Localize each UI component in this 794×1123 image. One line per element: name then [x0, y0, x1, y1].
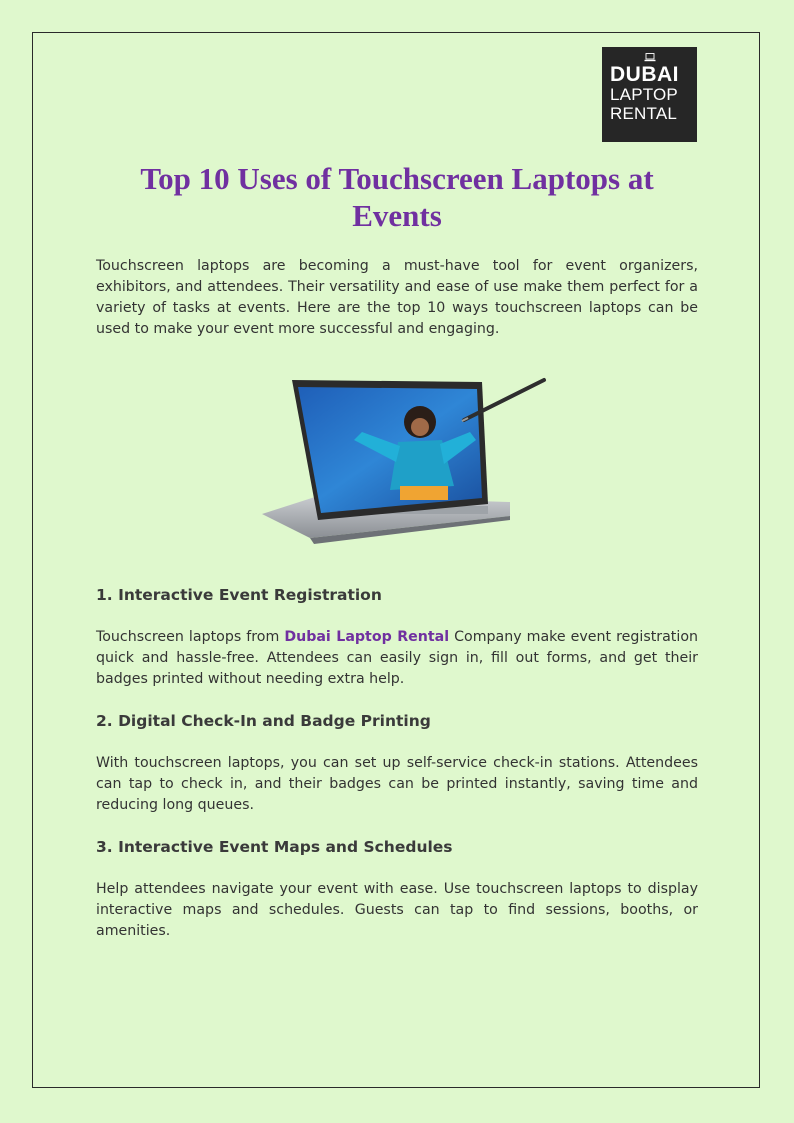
touchscreen-laptop-image [258, 374, 550, 546]
section-1-body: Touchscreen laptops from Dubai Laptop Rental Company make event registration quick and hassle-free. Attendees can easily sign in, fill out forms, and get their badges printed without needing extra help. [96, 629, 698, 687]
section-2-body: With touchscreen laptops, you can set up self-service check-in stations. Attendees can tap to check in, and their badges can be printed instantly, saving time and reducing long queues. [96, 755, 698, 813]
laptop-icon [644, 53, 656, 62]
company-logo [602, 47, 697, 142]
logo-line-dubai: DUBAI [610, 63, 679, 86]
dubai-laptop-rental-link[interactable]: Dubai Laptop Rental [284, 629, 450, 645]
section-1-heading: 1. Interactive Event Registration [96, 586, 382, 604]
section-3-body: Help attendees navigate your event with ease. Use touchscreen laptops to display interactive maps and schedules. Guests can tap to find sessions, booths, or amenities. [96, 881, 698, 939]
logo-line-laptop: LAPTOP [610, 85, 678, 104]
section-2-heading: 2. Digital Check-In and Badge Printing [96, 712, 431, 730]
page-title: Top 10 Uses of Touchscreen Laptops at Events [140, 161, 654, 233]
logo-line-rental: RENTAL [610, 104, 678, 123]
intro-paragraph: Touchscreen laptops are becoming a must-have tool for event organizers, exhibitors, and attendees. Their versatility and ease of use make them perfect for a variety of tasks at events. Here are the top 10 ways touchscreen laptops can be used to make your event more successful and engaging. [96, 258, 698, 337]
section-3-heading: 3. Interactive Event Maps and Schedules [96, 838, 453, 856]
